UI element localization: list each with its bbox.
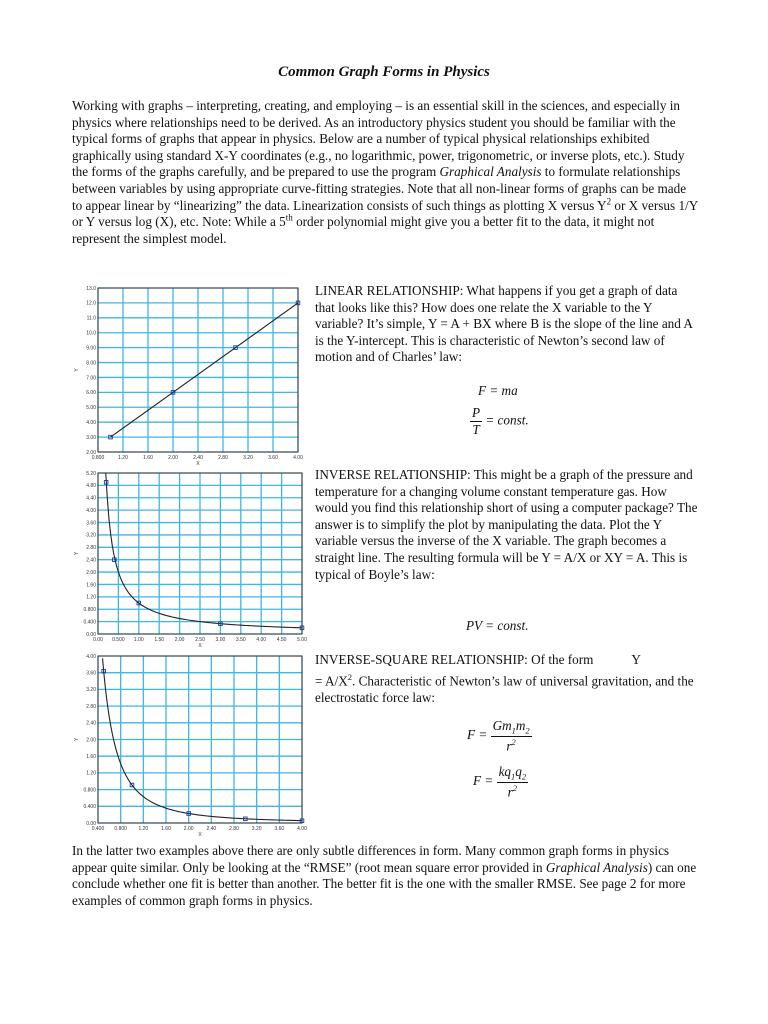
inverse-section [315,467,700,583]
x-tick-label: 1.50 [154,637,165,643]
electrostatic-num-b: q [515,764,522,779]
x-tick-label: 2.40 [206,826,217,832]
x-tick-label: 2.80 [229,826,239,832]
x-tick-label: 3.20 [243,455,253,461]
inverse-square-graph [72,652,308,840]
gravitation-num-a: Gm [492,718,512,733]
closing-paragraph [72,843,702,909]
electrostatic-den-sup: 2 [512,782,518,793]
gravitation-lhs: F = [467,727,491,743]
x-tick-label: 3.60 [274,826,285,832]
x-axis-label: X [198,643,202,649]
gravitation-den-sup: 2 [511,736,516,747]
y-axis-label: Y [74,551,80,556]
x-tick-label: 3.50 [235,637,246,643]
outro-text-1: In the latter two examples above there are only subtle differences in form. Many common graph forms in physics appear quite similar. Only be looking at the “RMSE” (root mean square error provided in [72,843,670,875]
x-tick-label: 3.20 [251,826,262,832]
y-tick-label: 5.20 [86,470,96,477]
electrostatic-lhs: F = [473,773,497,789]
page-title: Common Graph Forms in Physics [278,64,490,80]
linear-graph [72,284,304,470]
x-tick-label: 2.00 [183,826,194,832]
gravitation-sub-1: 1 [511,725,516,736]
y-tick-label: 2.00 [86,737,96,744]
y-tick-label: 4.00 [86,653,96,660]
intro-superscript-2: 2 [606,196,612,207]
x-tick-label: 0.500 [112,637,125,643]
x-tick-label: 1.00 [133,637,144,643]
x-tick-label: 0.400 [91,826,105,832]
y-tick-label: 7.00 [86,375,96,382]
intro-paragraph [72,98,698,247]
x-tick-label: 0.800 [114,826,127,832]
outro-program-name: Graphical Analysis [545,859,648,875]
x-tick-label: 4.00 [297,826,307,832]
y-axis-label: Y [74,737,80,742]
equation-const: = const. [482,412,529,428]
y-tick-label: 0.800 [83,607,96,614]
y-tick-label: 3.00 [86,434,96,441]
y-tick-label: 4.80 [86,483,96,490]
x-tick-label: 4.00 [256,637,267,643]
fraction-p-t [470,405,482,438]
x-tick-label: 1.60 [143,455,153,461]
y-tick-label: 0.800 [83,787,96,794]
x-tick-label: 2.80 [218,455,228,461]
equation-f-ma: F = ma [478,383,518,398]
equation-p-over-t [470,405,529,438]
y-tick-label: 0.400 [83,804,96,811]
x-tick-label: 0.800 [91,455,105,461]
y-tick-label: 0.00 [86,820,96,827]
electrostatic-fraction [497,764,529,800]
y-tick-label: 1.20 [86,594,96,601]
invsq-superscript: 2 [347,671,352,682]
y-tick-label: 11.0 [86,315,96,322]
x-tick-label: 5.00 [297,637,307,643]
gravitation-num-b: m [515,718,526,733]
outro-text-2: ) can one conclude whether one fit is better than another. The better fit is the one with the smaller RMSE. See page 2 for more examples of common graph forms in physics. [72,859,697,908]
x-tick-label: 3.00 [215,637,226,643]
electrostatic-sub-1: 1 [511,771,516,782]
intro-text-2: to formulate relationships between variables by using appropriate curve-fitting strategies. Note that all non-linear forms of graphs can be made to appear linear by “linearizing” the data. Linearization consists of such things as plotting X versus Y [72,164,687,213]
equation-pv-const: PV = const. [466,618,529,633]
equation-gravitation [467,718,532,754]
y-tick-label: 1.60 [86,582,96,589]
y-tick-label: 1.60 [86,754,96,760]
electrostatic-sub-2: 2 [521,771,527,782]
invsq-text-3: . Characteristic of Newton’s law of universal gravitation, and the electrostatic force law: [315,672,694,705]
y-tick-label: 9.00 [86,345,96,352]
intro-text-3: or X versus 1/Y or Y versus log (X), etc. Note: While a 5 [72,197,698,230]
y-tick-label: 10.0 [86,330,96,337]
intro-text-1: Working with graphs – interpreting, creating, and employing – is an essential skill in the sciences, and especially in physics where relationships need to be derived. As an introductory physics student you should be familiar with the typical forms of graphs that appear in physics. Below are a number of typical physical relationships exhibited graphically using standard X-Y coordinates (e.g., no logarithmic, power, trigonometric, or inverse plots, etc.). Study the forms of the graphs carefully, and be prepared to use the program [72,98,685,180]
y-tick-label: 1.20 [86,770,96,777]
invsq-text-2: = A/X [315,672,348,688]
gravitation-fraction [491,718,532,754]
y-tick-label: 3.60 [86,670,96,677]
y-tick-label: 8.00 [86,360,96,367]
electrostatic-num-a: kq [498,764,512,779]
x-tick-label: 4.00 [293,455,303,461]
intro-program-name: Graphical Analysis [439,164,542,180]
intro-text-4: order polynomial might give you a better fit to the data, it might not represent the simplest model. [72,214,655,246]
fraction-denominator-t: T [472,422,480,437]
x-tick-label: 2.00 [168,455,178,461]
inverse-graph [72,469,308,655]
equation-electrostatic [473,764,528,800]
x-axis-label: X [196,461,200,467]
x-tick-label: 0.00 [93,637,103,643]
y-tick-label: 12.0 [86,300,96,307]
y-tick-label: 5.00 [86,405,96,412]
linear-section [315,283,700,366]
linear-text: LINEAR RELATIONSHIP: What happens if you get a graph of data that looks like this? How does one relate the X variable to the Y variable? It’s simple, Y = A + BX where B is the slope of the line and A is the Y-intercept. This is characteristic of Newton’s second law of motion and of Charles’ law: [315,283,693,365]
x-tick-label: 1.20 [118,455,128,461]
y-tick-label: 3.20 [86,687,96,694]
fraction-numerator-p: P [472,405,481,420]
x-tick-label: 1.60 [161,826,171,832]
y-tick-label: 2.00 [86,449,96,456]
y-tick-label: 4.00 [86,419,96,426]
y-tick-label: 2.40 [86,720,96,727]
electrostatic-den: r [507,784,513,800]
x-tick-label: 4.50 [276,637,287,643]
inverse-text: INVERSE RELATIONSHIP: This might be a graph of the pressure and temperature for a changing volume constant temperature gas. How would you find this relationship short of using a computer package? The answer is to simplify the plot by manipulating the data. Plot the Y variable versus the inverse of the X variable. The graph becomes a straight line. The resulting formula will be Y = A/X or XY = A. This is typical of Boyle’s law: [315,467,698,582]
y-axis-label: Y [74,368,80,372]
y-tick-label: 2.80 [86,703,96,710]
y-tick-label: 2.80 [86,545,96,552]
y-tick-label: 0.400 [83,619,96,626]
x-tick-label: 3.60 [268,455,278,461]
y-tick-label: 2.40 [86,557,96,564]
invsq-text-1: INVERSE-SQUARE RELATIONSHIP: Of the form [315,652,594,667]
gravitation-den: r [506,738,512,754]
x-tick-label: 1.20 [138,826,149,832]
inverse-square-section [315,652,700,706]
intro-superscript-th: th [285,212,293,223]
y-tick-label: 0.00 [86,631,96,638]
x-tick-label: 2.50 [195,637,205,643]
x-tick-label: 2.00 [174,637,185,643]
y-tick-label: 3.60 [86,520,96,527]
gravitation-sub-2: 2 [525,725,530,736]
y-tick-label: 2.00 [86,569,96,576]
y-tick-label: 4.40 [86,495,96,502]
y-tick-label: 13.0 [86,285,96,292]
y-tick-label: 6.00 [86,390,96,397]
invsq-text-y: Y [631,652,641,667]
y-tick-label: 4.00 [86,507,96,514]
x-axis-label: X [198,832,202,838]
y-tick-label: 3.20 [86,532,96,539]
x-tick-label: 2.40 [193,455,203,461]
